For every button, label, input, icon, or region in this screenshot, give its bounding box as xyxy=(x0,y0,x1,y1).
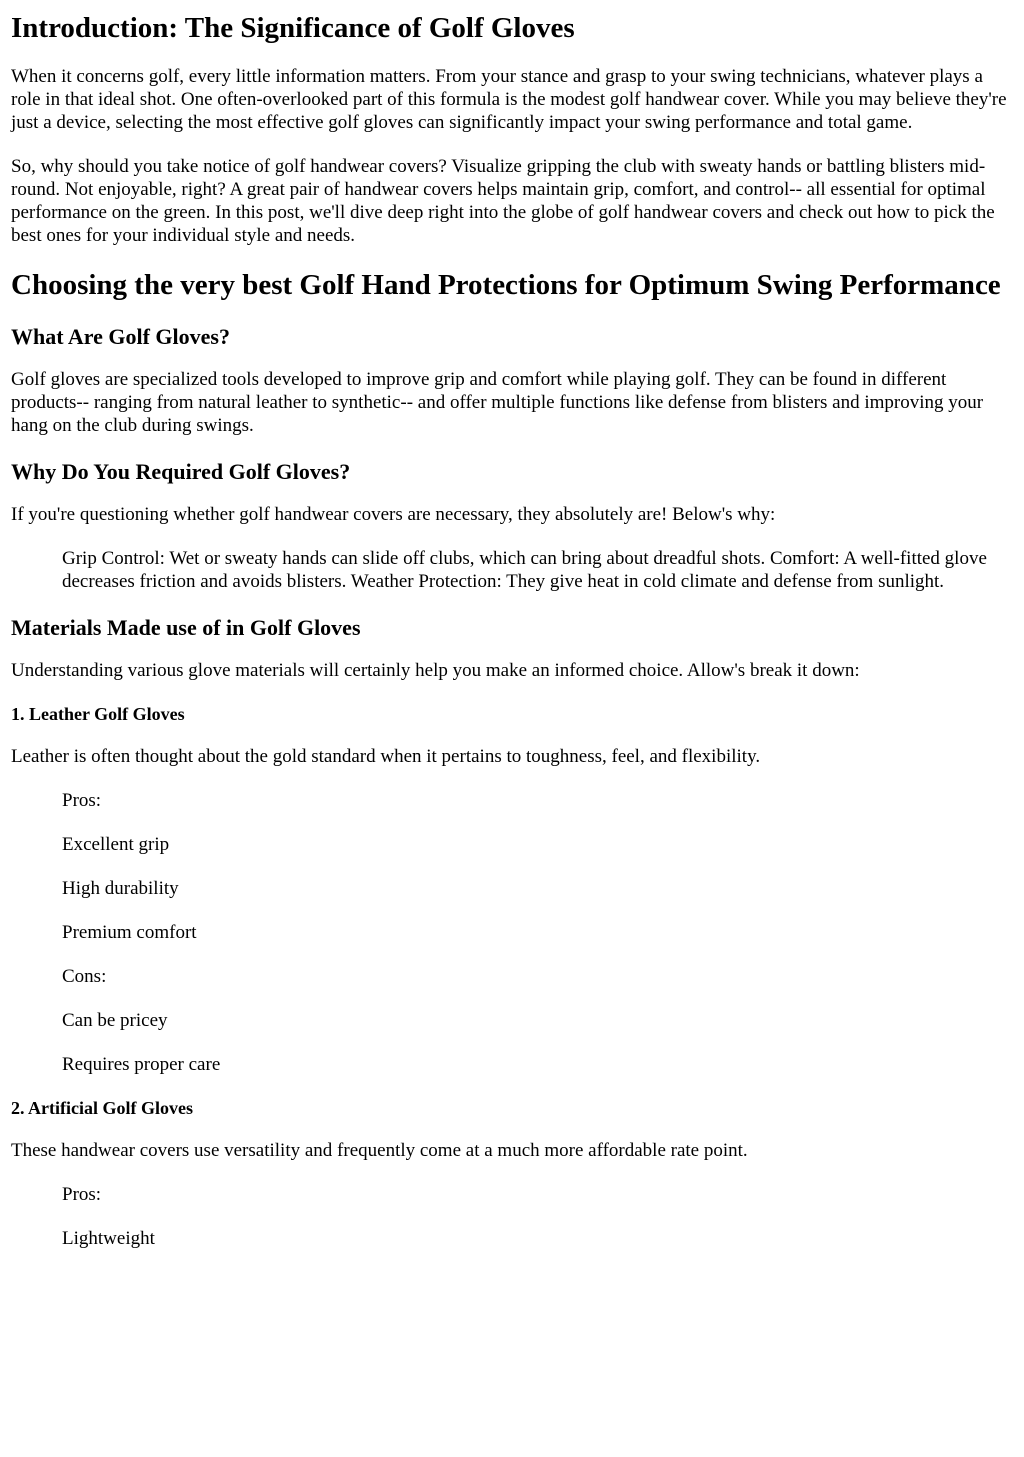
leather-list xyxy=(11,789,1013,1076)
why-blockquote: Grip Control: Wet or sweaty hands can slide off clubs, which can bring about dreadful shots. Comfort: A well-fitted glove decreases friction and avoids blisters. Weather Protection: They give heat in cold climate and defense from sunlight. xyxy=(62,548,987,592)
leather-paragraph: Leather is often thought about the gold standard when it pertains to toughness, feel, and flexibility. xyxy=(11,746,761,767)
list-item: Requires proper care xyxy=(62,1054,221,1075)
list-item: Premium comfort xyxy=(62,922,197,943)
list-item: High durability xyxy=(62,878,179,899)
main-heading: Choosing the very best Golf Hand Protections for Optimum Swing Performance xyxy=(11,269,1001,301)
list-item: Lightweight xyxy=(62,1228,155,1249)
intro-paragraph-1: When it concerns golf, every little information matters. From your stance and grasp to your swing technicians, whatever plays a role in that ideal shot. One often-overlooked part of this formula is the modest golf handwear cover. While you may believe they're just a device, selecting the most effective golf gloves can significantly impact your swing performance and total game. xyxy=(11,66,1007,133)
intro-heading: Introduction: The Significance of Golf Gloves xyxy=(11,12,575,44)
materials-heading: Materials Made use of in Golf Gloves xyxy=(11,615,361,640)
leather-heading: 1. Leather Golf Gloves xyxy=(11,704,185,724)
synthetic-paragraph: These handwear covers use versatility and frequently come at a much more affordable rate point. xyxy=(11,1140,748,1161)
list-item: Pros: xyxy=(62,1184,102,1205)
article xyxy=(0,11,1024,1250)
materials-paragraph: Understanding various glove materials will certainly help you make an informed choice. Allow's break it down: xyxy=(11,660,860,681)
what-paragraph: Golf gloves are specialized tools developed to improve grip and comfort while playing golf. They can be found in different products-- ranging from natural leather to synthetic-- and offer multiple functions like defense from blisters and improving your hang on the club during swings. xyxy=(11,369,984,436)
list-item: Cons: xyxy=(62,966,107,987)
list-item: Pros: xyxy=(62,790,102,811)
synthetic-list xyxy=(11,1183,1013,1250)
what-heading: What Are Golf Gloves? xyxy=(11,324,230,349)
why-paragraph: If you're questioning whether golf handwear covers are necessary, they absolutely are! Below's why: xyxy=(11,504,776,525)
intro-paragraph-2: So, why should you take notice of golf handwear covers? Visualize gripping the club with sweaty hands or battling blisters mid-round. Not enjoyable, right? A great pair of handwear covers helps maintain grip, comfort, and control-- all essential for optimal performance on the green. In this post, we'll dive deep right into the globe of golf handwear covers and check out how to pick the best ones for your individual style and needs. xyxy=(11,156,995,246)
list-item: Can be pricey xyxy=(62,1010,168,1031)
why-heading: Why Do You Required Golf Gloves? xyxy=(11,459,351,484)
list-item: Excellent grip xyxy=(62,834,170,855)
synthetic-heading: 2. Artificial Golf Gloves xyxy=(11,1098,193,1118)
